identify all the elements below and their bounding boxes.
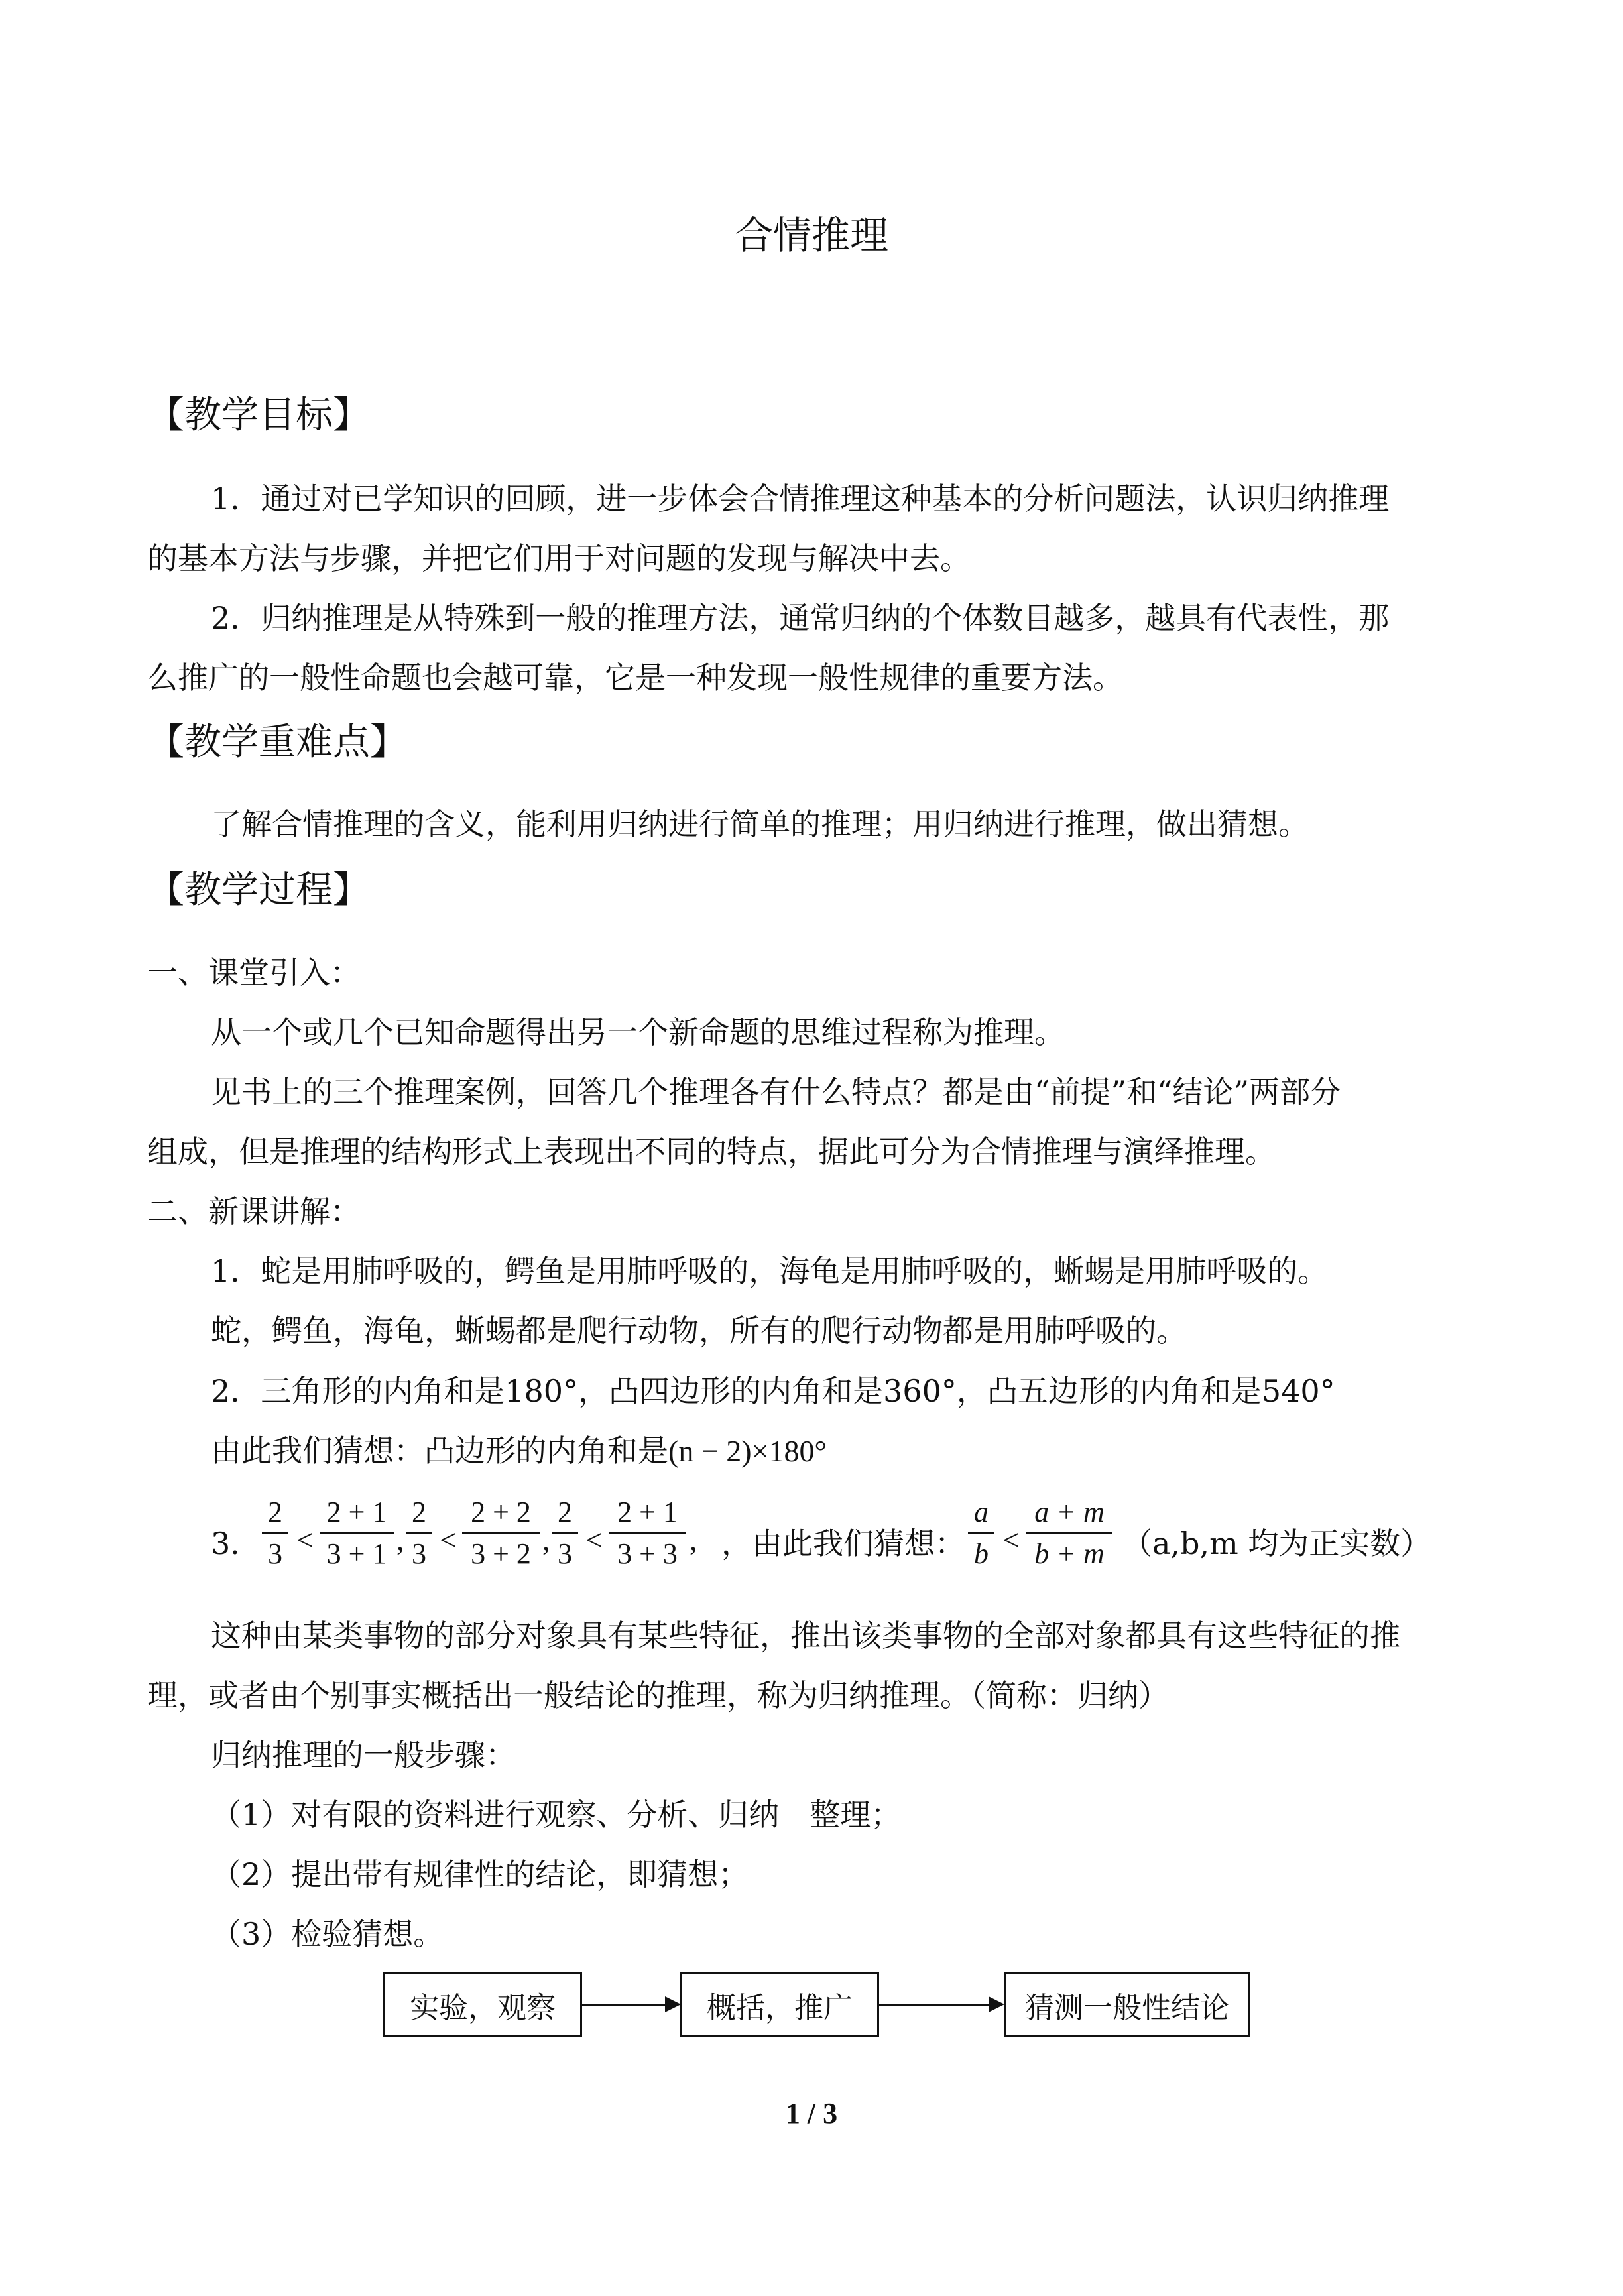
less-than-sign: < (585, 1523, 603, 1557)
goal-1-line-2: 的基本方法与步骤，并把它们用于对问题的发现与解决中去。 (147, 540, 971, 576)
example-2-line-2-prefix: 由此我们猜想：凸边形的内角和是 (211, 1433, 668, 1469)
goal-2-line-2: 么推广的一般性命题也会越可靠，它是一种发现一般性规律的重要方法。 (147, 660, 1123, 695)
goal-2-line-1: 2．归纳推理是从特殊到一般的推理方法，通常归纳的个体数目越多，越具有代表性，那 (211, 600, 1390, 636)
example-2-line-2 (211, 1431, 827, 1471)
fraction-4: 2 + 2 3 + 2 (462, 1495, 540, 1571)
flowchart-box-generalize: 概括，推广 (680, 1972, 879, 2037)
page-title: 合情推理 (734, 213, 888, 258)
steps-title: 归纳推理的一般步骤： (211, 1737, 516, 1773)
part-1-paragraph-1: 从一个或几个已知命题得出另一个新命题的思维过程称为推理。 (211, 1014, 1065, 1050)
less-than-sign: < (296, 1523, 314, 1557)
fraction-3: 2 3 (406, 1495, 432, 1571)
example-2-line-1: 2．三角形的内角和是180°，凸四边形的内角和是360°，凸五边形的内角和是540° (211, 1373, 1335, 1409)
part-1-paragraph-2-line-1: 见书上的三个推理案例，回答几个推理各有什么特点？都是由“前提”和“结论”两部分 (211, 1074, 1341, 1110)
flowchart-arrow-1 (582, 2004, 678, 2006)
example-1-line-1: 1．蛇是用肺呼吸的，鳄鱼是用肺呼吸的，海龟是用肺呼吸的，蜥蜴是用肺呼吸的。 (211, 1253, 1329, 1289)
step-3: （3）检验猜想。 (211, 1916, 444, 1952)
less-than-sign: < (440, 1523, 457, 1557)
goal-1-line-1: 1．通过对已学知识的回顾，进一步体会合情推理这种基本的分析问题法，认识归纳推理 (211, 481, 1390, 516)
fraction-6: 2 + 1 3 + 3 (609, 1495, 686, 1571)
flowchart-arrow-2 (879, 2004, 1002, 2006)
page-number: 1 / 3 (785, 2097, 838, 2130)
part-1-title: 一、课堂引入： (147, 955, 361, 991)
part-1-paragraph-2-line-2: 组成，但是推理的结构形式上表现出不同的特点，据此可分为合情推理与演绎推理。 (147, 1134, 1276, 1170)
fraction-5: 2 3 (552, 1495, 578, 1571)
definition-line-1: 这种由某类事物的部分对象具有某些特征，推出该类事物的全部对象都具有这些特征的推 (211, 1618, 1400, 1654)
step-2: （2）提出带有规律性的结论，即猜想； (211, 1856, 749, 1892)
step-1: （1）对有限的资料进行观察、分析、归纳 整理； (211, 1797, 902, 1833)
comma-sign: , (396, 1523, 404, 1557)
less-than-sign: < (1002, 1523, 1020, 1557)
comma-sign: , (542, 1523, 550, 1557)
example-3-label: 3． (211, 1526, 261, 1561)
key-points-text: 了解合情推理的含义，能利用归纳进行简单的推理；用归纳进行推理，做出猜想。 (211, 806, 1309, 842)
section-heading-process: 【教学过程】 (147, 869, 370, 912)
part-2-title: 二、新课讲解： (147, 1193, 361, 1229)
flowchart-box-conjecture: 猜测一般性结论 (1004, 1972, 1250, 2037)
fraction-conclusion-right: a + m b + m (1026, 1495, 1112, 1571)
polygon-angle-formula: (n − 2)×180° (668, 1434, 827, 1468)
comma-sign: , (690, 1523, 697, 1557)
example-3-middle-text: ，由此我们猜想： (721, 1526, 965, 1561)
example-3-note: （a,b,m 均为正实数） (1122, 1526, 1431, 1561)
example-1-line-2: 蛇，鳄鱼，海龟，蜥蜴都是爬行动物，所有的爬行动物都是用肺呼吸的。 (211, 1313, 1187, 1349)
fraction-2: 2 + 1 3 + 1 (320, 1495, 394, 1571)
section-heading-key-points: 【教学重难点】 (147, 721, 407, 764)
flowchart-box-experiment: 实验，观察 (383, 1972, 582, 2037)
fraction-1: 2 3 (262, 1495, 288, 1571)
section-heading-goals: 【教学目标】 (147, 394, 370, 437)
fraction-conclusion-left: a b (968, 1495, 994, 1571)
definition-line-2: 理，或者由个别事实概括出一般结论的推理，称为归纳推理。（简称：归纳） (147, 1677, 1169, 1713)
